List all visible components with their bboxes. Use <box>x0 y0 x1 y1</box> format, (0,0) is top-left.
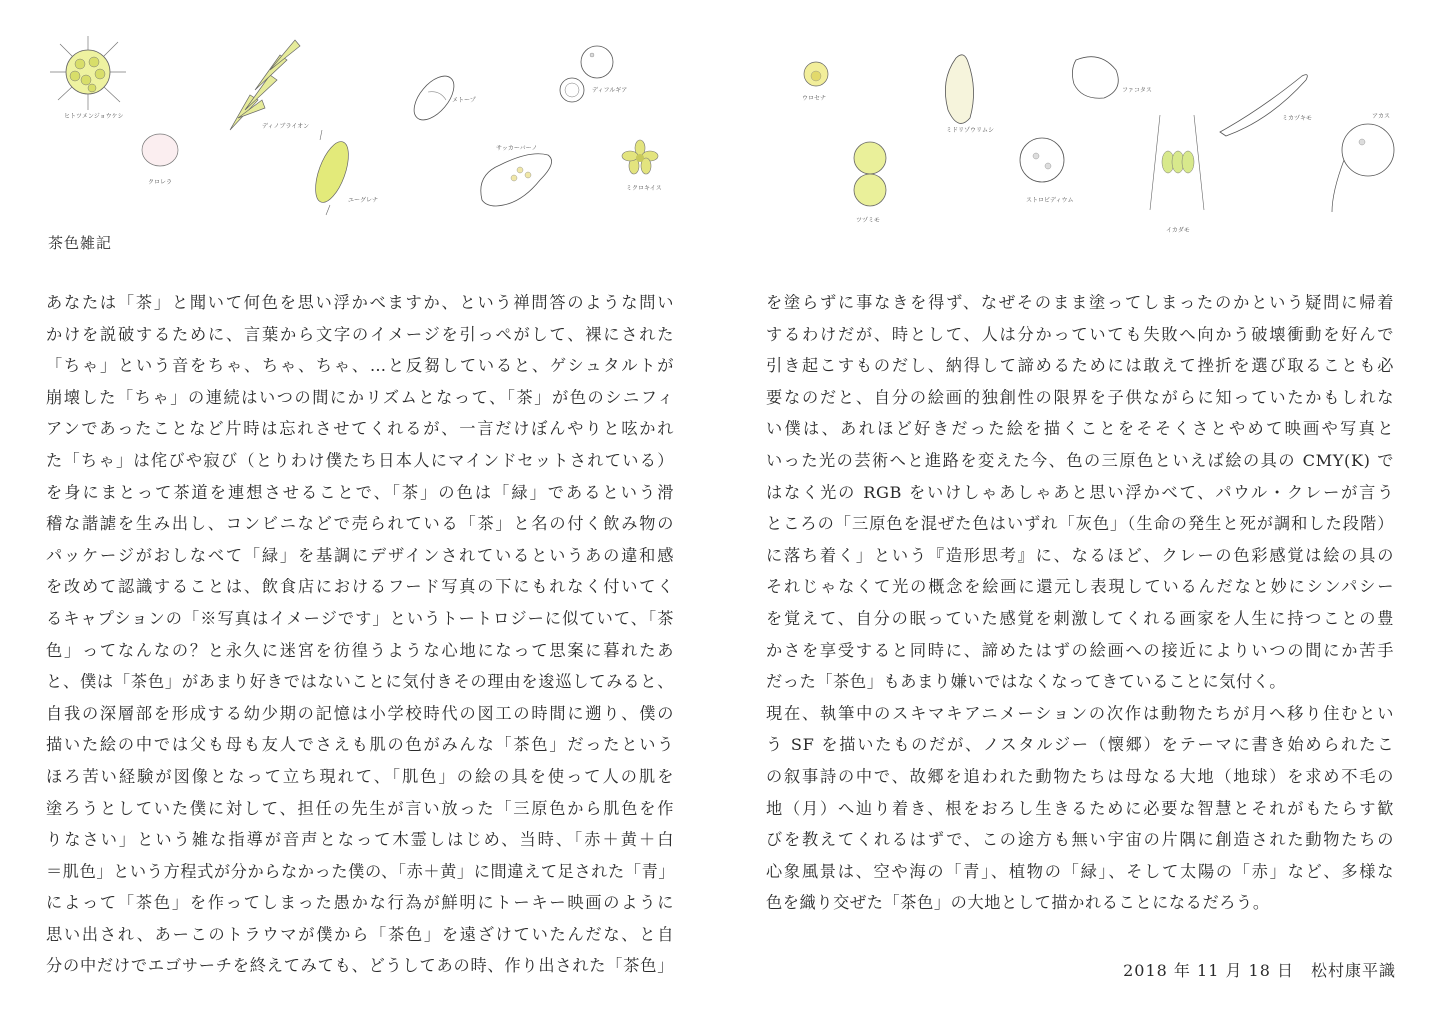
text-line: 色を織り交ぜた「茶色」の大地として描かれることになるだろう。 <box>766 893 1270 913</box>
text-line: 稽な諧謔を生み出し、コンビニなどで売られている「茶」と名の付く飲み物の <box>46 514 674 534</box>
text-line: 分の中だけでエゴサーチを終えてみても、どうしてあの時、作り出された「茶色」 <box>46 956 674 976</box>
organism-sketch <box>1220 75 1312 136</box>
essay-column-right <box>766 287 1394 919</box>
illustrations-left <box>0 0 720 230</box>
svg-text:ファコタス: ファコタス <box>1122 87 1152 94</box>
svg-text:ディノブライオン: ディノブライオン <box>262 123 310 130</box>
text-line: 描いた絵の中では父も母も友人でさえも肌の色がみんな「茶色」だったという <box>46 735 674 755</box>
text-line: びを教えてくれるはずで、この途方も無い宇宙の片隅に創造された動物たちの <box>766 830 1394 850</box>
text-line: はなく光の RGB をいけしゃあしゃあと思い浮かべて、パウル・クレーが言う <box>766 482 1394 502</box>
organism-sketch <box>802 62 828 102</box>
page-title: 茶色雑記 <box>48 234 113 252</box>
text-line: 自我の深層部を形成する幼少期の記憶は小学校時代の図工の時間に遡り、僕の <box>46 703 674 723</box>
text-line: かけを説破するために、言葉から文字のイメージを引っぺがして、裸にされた <box>46 324 674 344</box>
text-line: ところの「三原色を混ぜた色はいずれ「灰色」（生命の発生と死が調和した段階） <box>766 514 1394 534</box>
text-line: に落ち着く」という『造形思考』に、なるほど、クレーの色彩感覚は絵の具の <box>766 545 1394 565</box>
illustrations-right <box>720 0 1440 234</box>
text-line: ほろ苦い経験が図像となって立ち現れて、「肌色」の絵の具を使って人の肌を <box>46 766 674 786</box>
svg-text:ツヅミモ: ツヅミモ <box>856 217 881 224</box>
organism-sketch <box>560 46 627 102</box>
organism-sketch <box>481 145 552 206</box>
text-line: う SF を描いたものだが、ノスタルジー（懐郷）をテーマに書き始められたこ <box>766 735 1394 755</box>
text-line: と、僕は「茶色」があまり好きではないことに気付きその理由を逡巡してみると、 <box>46 672 674 692</box>
text-line: いった光の芸術へと進路を変えた今、色の三原色といえば絵の具の CMY(K) で <box>766 450 1394 470</box>
svg-text:メトープ: メトープ <box>452 97 476 104</box>
organism-sketch <box>1150 115 1204 234</box>
text-line: 塗ろうとしていた僕に対して、担任の先生が言い放った「三原色から肌色を作 <box>46 798 674 818</box>
text-line: るキャプションの「※写真はイメージです」というトートロジーに似ていて、「茶 <box>46 608 674 628</box>
svg-text:ユーグレナ: ユーグレナ <box>348 197 379 204</box>
text-line: た「ちゃ」は侘びや寂び（とりわけ僕たち日本人にマインドセットされている） <box>46 450 674 470</box>
text-line: ＝肌色」という方程式が分からなかった僕の、「赤＋黄」に間違えて足された「青」 <box>46 861 676 881</box>
svg-text:ミドリゾウリムシ: ミドリゾウリムシ <box>946 127 995 134</box>
text-line: 思い出され、あーこのトラウマが僕から「茶色」を遠ざけていたんだな、と自 <box>46 924 674 944</box>
text-line: パッケージがおしなべて「緑」を基調にデザインされているというあの違和感 <box>46 545 674 565</box>
text-line: りなさい」という雑な指導が音声となって木霊しはじめ、当時、「赤＋黄＋白 <box>46 830 674 850</box>
text-line: それじゃなくて光の概念を絵画に還元し表現しているんだなと妙にシンパシー <box>766 577 1394 597</box>
text-line: するわけだが、時として、人は分かっていても失敗へ向かう破壊衝動を好んで <box>766 324 1394 344</box>
text-line: 要なのだと、自分の絵画的独創性の限界を子供ながらに知っていたかもしれな <box>766 387 1394 407</box>
text-line: 色」ってなんなの？と永久に迷宮を彷徨うような心地になって思案に暮れたあ <box>46 640 674 660</box>
text-line: によって「茶色」を作ってしまった愚かな行為が鮮明にトーキー映画のように <box>46 893 674 913</box>
organism-sketch <box>854 142 886 224</box>
organism-sketch <box>407 69 476 127</box>
text-line: 「ちゃ」という音をちゃ、ちゃ、ちゃ、…と反芻していると、ゲシュタルトが <box>46 356 674 376</box>
organism-sketch <box>622 140 662 192</box>
svg-text:クロレラ: クロレラ <box>148 179 173 186</box>
svg-text:ミクロキイス: ミクロキイス <box>626 185 662 192</box>
svg-text:サッカーバーノ: サッカーバーノ <box>496 145 538 152</box>
svg-text:ディフルギア: ディフルギア <box>592 87 628 94</box>
text-line: かさを享受すると同時に、諦めたはずの絵画への接近によりいつの間にか苦手 <box>766 640 1394 660</box>
text-line: 心象風景は、空や海の「青」、植物の「緑」、そして太陽の「赤」など、多様な <box>766 861 1394 881</box>
text-line: を改めて認識することは、飲食店におけるフード写真の下にもれなく付いてく <box>46 577 674 597</box>
text-line: 崩壊した「ちゃ」の連続はいつの間にかリズムとなって、「茶」が色のシニフィ <box>46 387 674 407</box>
text-line: を覚えて、自分の眠っていた感覚を刺激してくれる画家を人生に持つことの豊 <box>766 608 1394 628</box>
text-line: あなたは「茶」と聞いて何色を思い浮かべますか、という禅問答のような問い <box>46 293 674 312</box>
text-line: 引き起こすものだし、納得して諦めるためには敢えて挫折を選び取ることも必 <box>766 356 1394 376</box>
signature-date: 2018 年 11 月 18 日 松村康平識 <box>1123 961 1396 980</box>
organism-sketch <box>142 134 178 186</box>
text-line: い僕は、あれほど好きだった絵を描くことをそそくさとやめて映画や写真と <box>766 419 1394 439</box>
svg-text:ミカヅキモ: ミカヅキモ <box>1282 115 1313 122</box>
organism-sketch <box>230 40 309 130</box>
organism-sketch <box>50 36 126 120</box>
svg-text:ヒトツメンジョウケシ: ヒトツメンジョウケシ <box>64 113 124 120</box>
organism-sketch <box>1020 138 1073 204</box>
text-line: の叙事詩の中で、故郷を追われた動物たちは母なる大地（地球）を求め不毛の <box>766 766 1394 786</box>
svg-text:ストロビディウム: ストロビディウム <box>1026 197 1074 204</box>
text-line: 地（月）へ辿り着き、根をおろし生きるために必要な智慧とそれがもたらす歓 <box>766 798 1394 818</box>
text-line: を塗らずに事なきを得ず、なぜそのまま塗ってしまったのかという疑問に帰着 <box>766 293 1394 312</box>
organism-sketch <box>945 55 994 134</box>
svg-text:アカス: アカス <box>1372 113 1390 120</box>
organism-sketch <box>1072 57 1151 99</box>
text-line: だった「茶色」もあまり嫌いではなくなってきていることに気付く。 <box>766 672 1287 692</box>
text-line: 現在、執筆中のスキマキアニメーションの次作は動物たちが月へ移り住むとい <box>766 703 1394 723</box>
svg-text:イカダモ: イカダモ <box>1166 227 1190 234</box>
essay-column-left <box>46 287 674 982</box>
organism-sketch <box>1332 113 1394 212</box>
svg-text:ウロセナ: ウロセナ <box>802 95 827 102</box>
organism-sketch <box>309 130 378 215</box>
text-line: アンであったことなど片時は忘れさせてくれるが、一言だけぼんやりと呟かれ <box>46 419 674 439</box>
text-line: を身にまとって茶道を連想させることで、「茶」の色は「緑」であるという滑 <box>46 482 674 502</box>
